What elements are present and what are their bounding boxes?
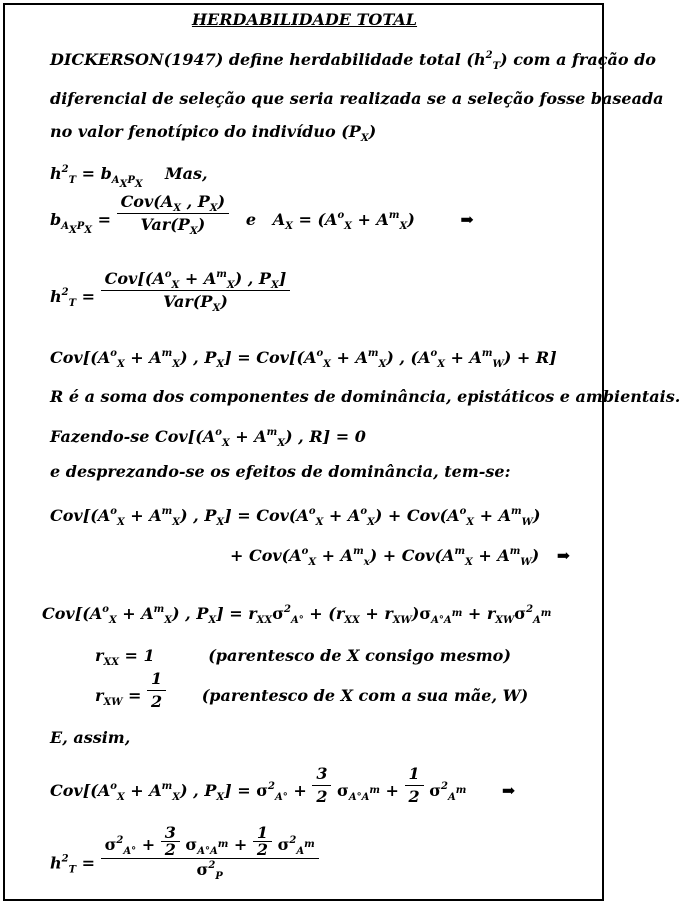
word-mas: Mas,: [164, 164, 208, 183]
intro-text-3: no valor fenotípico do indivíduo (P: [50, 122, 361, 141]
right-arrow-icon: ➡: [501, 781, 516, 800]
right-arrow-icon: ➡: [460, 210, 474, 229]
word-e: e: [245, 210, 257, 229]
intro-text-1-end: ) com a fração do: [500, 50, 656, 69]
equation-regression-coefficient: $b_{A_XP_X}$ = $\frac{Cov(A_X , P_X)}{Var(P_X)}$ e $A_X = (A^o_X + A^m_X)$ ➡: [50, 192, 474, 237]
equation-cov-final: $Cov[(A^o_X + A^m_X)$ , $P_X] = \sigma^2_{A^\circ}$ + $\frac{3}{2}$ $\sigma_{A^\circ A^m}$ + $\frac{1}{2}$ $\sigma^2_{A^m}$ ➡: [50, 764, 516, 806]
rxw-note: (parentesco de X com a sua mãe, W): [201, 686, 529, 705]
equation-h2-regression: $h^2_T = b_{A_XP_X}$ Mas,: [50, 164, 208, 190]
intro-text-3-end: ): [368, 122, 377, 141]
equation-cov-expansion: $Cov[(A^o_X + A^m_X)$ , $P_X] = Cov[(A^o_X + A^m_X)$ , $(A^o_X + A^m_W) + R$]: [50, 348, 557, 370]
equation-rxx: $r_{XX} = 1$ (parentesco de X consigo mesmo): [95, 646, 511, 668]
equation-cov-r-zero: Fazendo-se $Cov[(A^o_X + A^m_X)$ , R] = 0: [50, 427, 366, 449]
intro-line-3: no valor fenotípico do indivíduo $(P_X)$: [50, 122, 377, 144]
word-fazendo-se: Fazendo-se: [50, 427, 150, 446]
dominance-note: e desprezando-se os efeitos de dominância, tem-se:: [50, 462, 511, 481]
equation-h2-cov-var: $h^2_T$ = $\frac{Cov[(A^o_X + A^m_X) , P_X]}{Var(P_X)}$: [50, 282, 290, 313]
equation-cov-sum-1: $Cov[(A^o_X + A^m_X)$ , $P_X] = Cov(A^o_X + A^o_X) + Cov(A^o_X + A^m_W)$: [50, 506, 541, 528]
equation-rxw: $r_{XW}$ = $\frac{1}{2}$ (parentesco de X com a sua mãe, W): [95, 669, 529, 711]
r-definition: R é a soma dos componentes de dominância, epistáticos e ambientais.: [50, 387, 680, 406]
equation-h2-final: $h^2_T$ = $\sigma^2_{A^\circ}$ + $\frac{3}{2}$ $\sigma_{A^\circ A^m}$ + $\frac{1}{2}$ $\sigma^2_{A^m}$ $\sigma^2_P$: [50, 847, 319, 881]
page-title: HERDABILIDADE TOTAL: [191, 10, 418, 29]
intro-line-2: diferencial de seleção que seria realizada se a seleção fosse baseada: [50, 89, 664, 108]
intro-line-1: DICKERSON(1947) define herdabilidade total $(h^2_T)$ com a fração do: [50, 50, 656, 72]
rxx-note: (parentesco de X consigo mesmo): [208, 646, 511, 665]
intro-text-1: DICKERSON(1947) define herdabilidade total (h: [50, 50, 486, 69]
equation-cov-sum-2: + $Cov(A^o_X + A^m_x) + Cov(A^m_X + A^m_W)$ ➡: [230, 546, 571, 568]
word-e-assim: E, assim,: [50, 728, 131, 747]
right-arrow-icon: ➡: [556, 546, 571, 565]
equation-cov-variance-components: $Cov[(A^o_X + A^m_X)$ , $P_X] = r_{XX}\sigma^2_{A^\circ} + (r_{XX} + r_{XW})\sigma_{A^\circ A^m} + r_{XW}\sigma^2_{A^m}$: [42, 604, 552, 626]
